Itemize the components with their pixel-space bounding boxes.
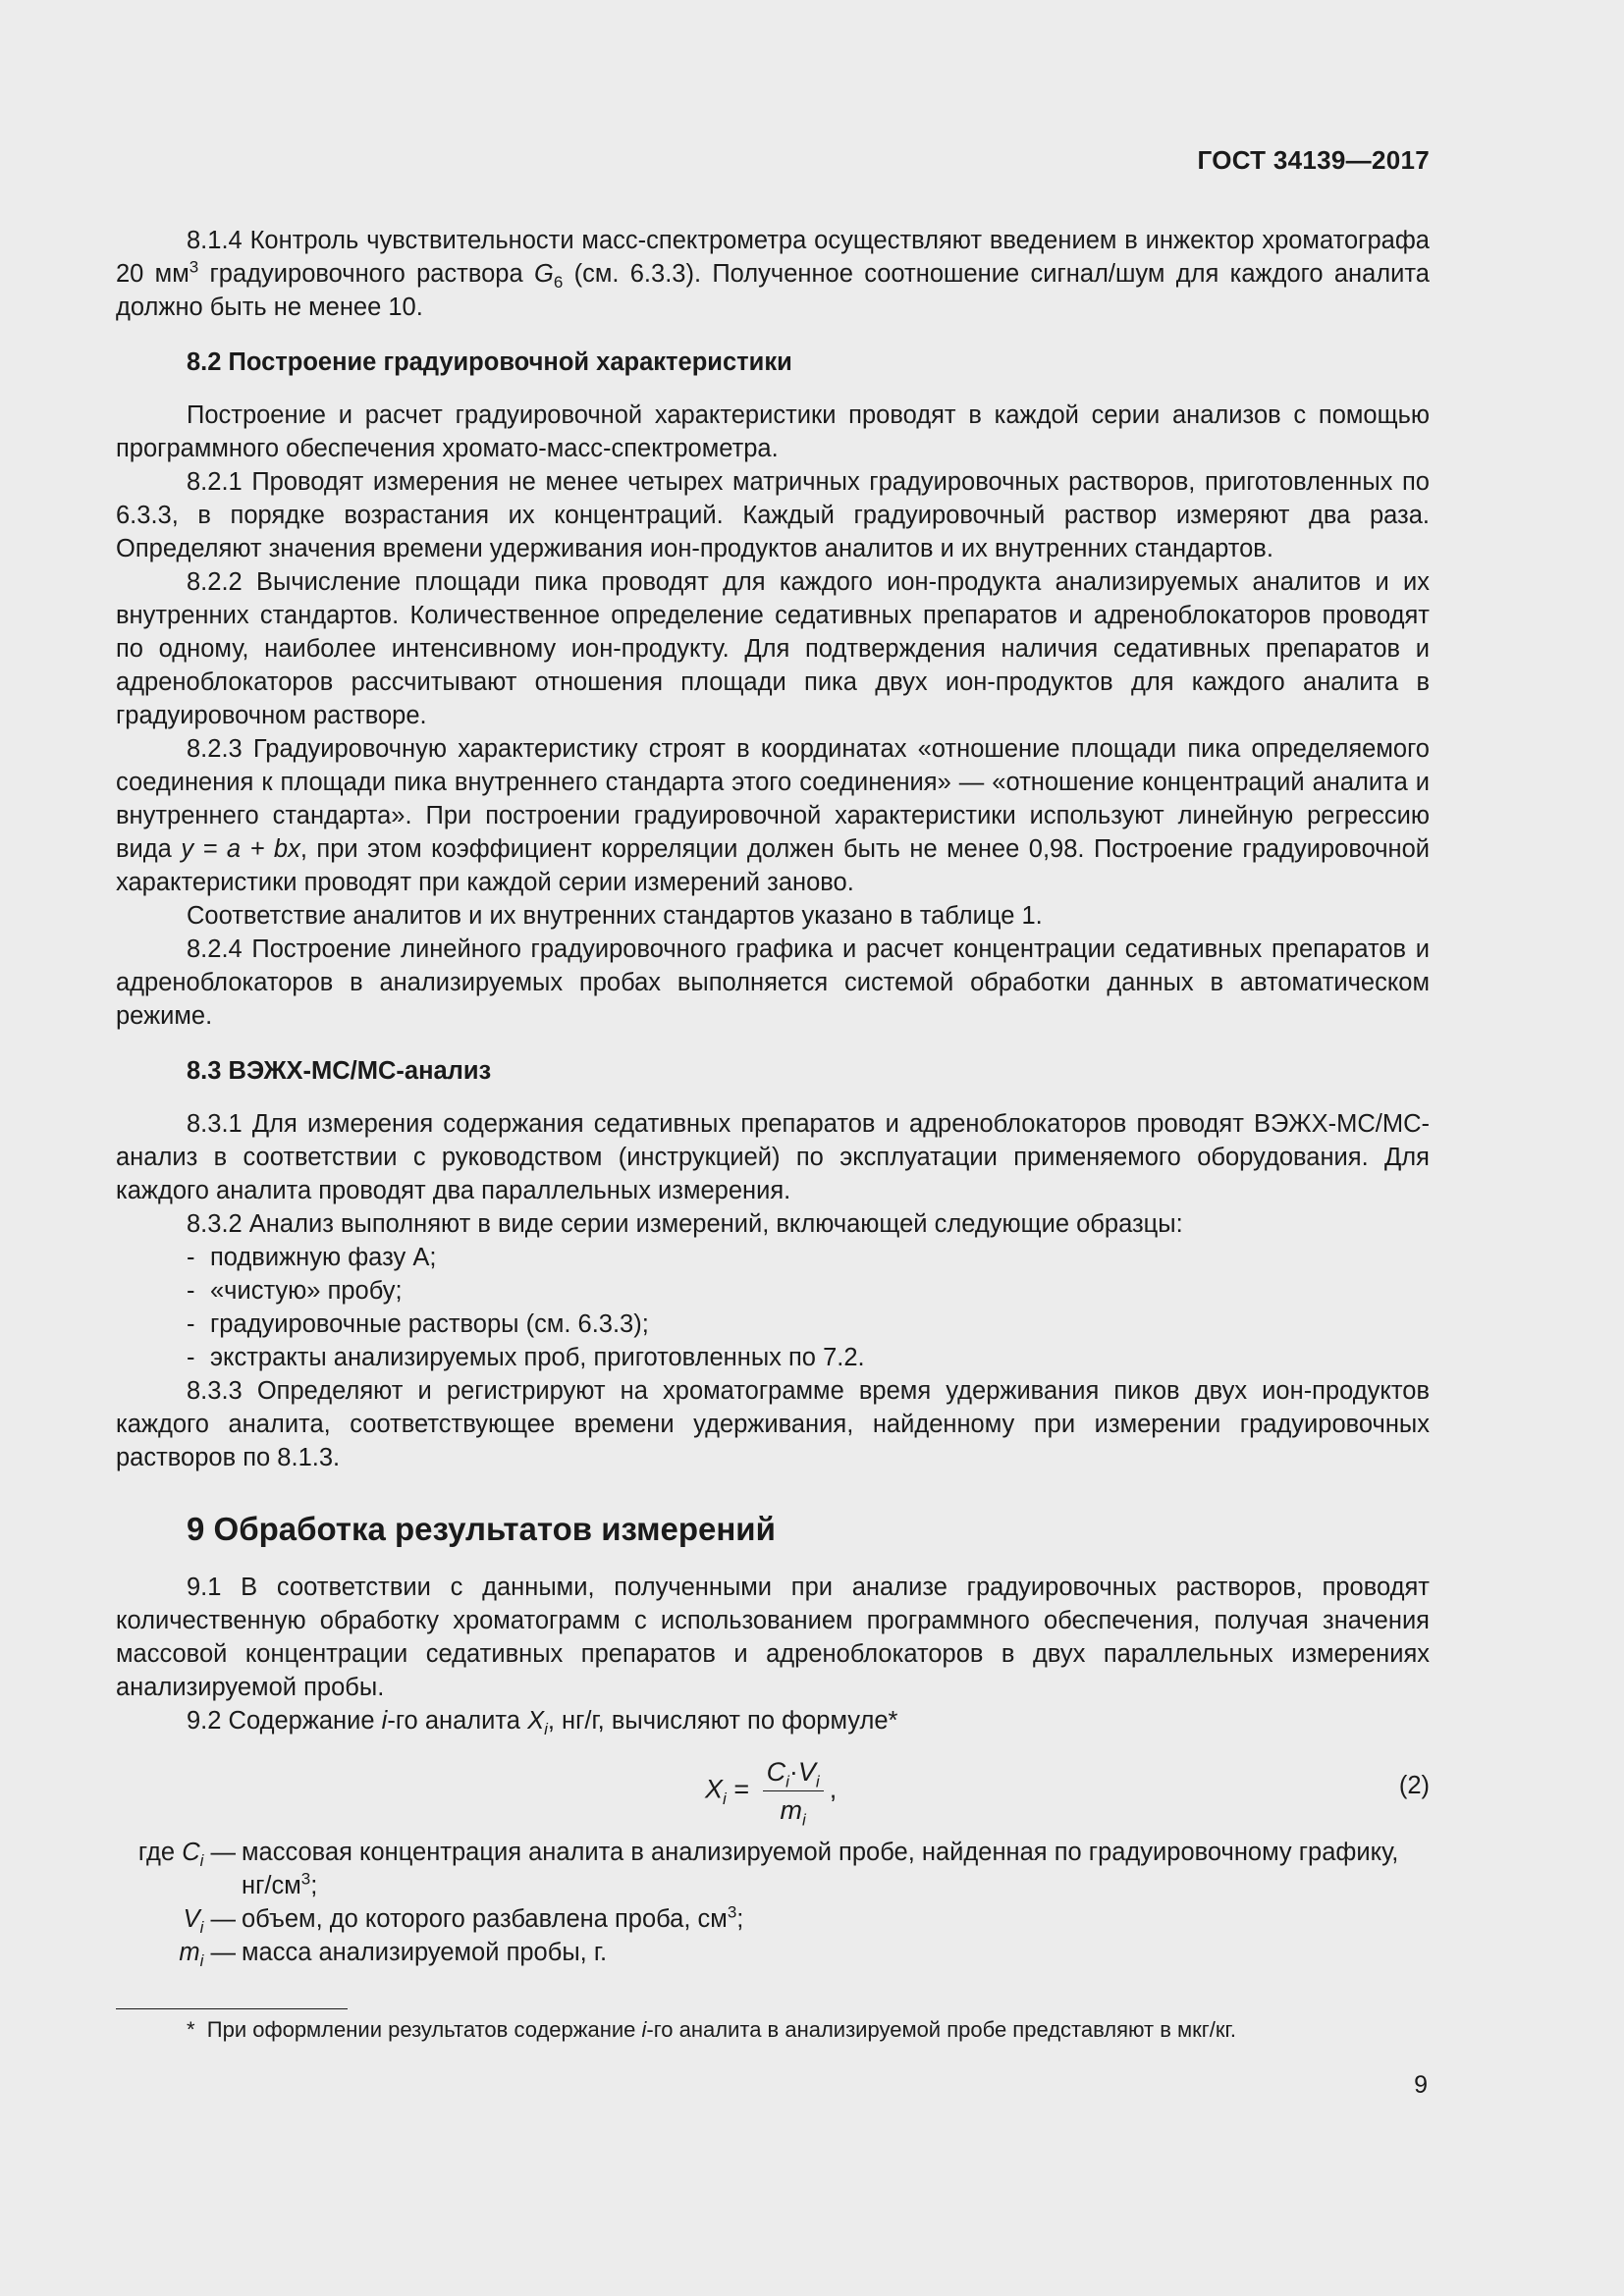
paragraph-8-3-3: 8.3.3 Определяют и регистрируют на хроматограмме время удерживания пиков двух ион-продуктов каждого аналита, соответствующее времени удерживания, найденному при измерении градуировочных растворов по 8.1.3. [116,1377,1430,1471]
page-body [116,224,1430,2045]
paragraph-8-2-4: 8.2.4 Построение линейного градуировочного графика и расчет концентрации седативных препаратов и адреноблокаторов в анализируемых пробах выполняется системой обработки данных в автоматическом режиме. [116,935,1430,1030]
heading-8-2: 8.2 Построение градуировочной характеристики [187,348,792,376]
heading-section-9: 9 Обработка результатов измерений [187,1511,776,1547]
footnote: * При оформлении результатов содержание i-го аналита в анализируемой пробе представляют в мкг/кг. [187,2017,1236,2042]
formula-legend [116,1836,1430,1969]
formula-fraction: $\frac{C_i\cdot V_i}{m_i}$ [763,1755,824,1827]
legend-row: $V_i$ — объем, до которого разбавлена проба, $см^3$; [183,1902,744,1938]
formula-expression: $X_i$ = $\frac{C_i\cdot V_i}{m_i}$ , [705,1757,838,1830]
list-item: - «чистую» пробу; [187,1277,403,1305]
paragraph-8-2-1: 8.2.1 Проводят измерения не менее четырех матричных градуировочных растворов, приготовленных по 6.3.3, в порядке возрастания их концентраций. Каждый градуировочный раствор измеряют два раза. Определяют значения времени удерживания ион-продуктов аналитов и их внутренних стандартов. [116,468,1430,562]
document-code: ГОСТ 34139—2017 [1197,145,1430,175]
paragraph-8-3-2: 8.3.2 Анализ выполняют в виде серии измерений, включающей следующие образцы: [187,1210,1183,1238]
formula-2 [116,1741,1430,1832]
legend-row: где $C_i$ — массовая концентрация аналита в анализируемой пробе, найденная по градуировочному графику, $нг/см^3$; [137,1839,1399,1899]
paragraph-8-3-1: 8.3.1 Для измерения содержания седативных препаратов и адреноблокаторов проводят ВЭЖХ-МС/МС-анализ в соответствии с руководством (инструкцией) по эксплуатации применяемого оборудования. Для каждого аналита проводят два параллельных измерения. [116,1110,1430,1204]
formula-number: (2) [1398,1772,1430,1799]
list-item: - подвижную фазу А; [187,1244,437,1271]
list-item: - экстракты анализируемых проб, приготовленных по 7.2. [187,1344,865,1371]
footnote-divider [116,2008,348,2009]
paragraph-9-2: 9.2 Содержание i-го аналита $X_i$, нг/г, вычисляют по формуле* [187,1707,898,1739]
paragraph-9-1: 9.1 В соответствии с данными, полученными при анализе градуировочных растворов, проводят количественную обработку хроматограмм с использованием программного обеспечения, получая значения массовой концентрации седативных препаратов и адреноблокаторов в двух параллельных измерениях анализируемой пробы. [116,1574,1430,1701]
list-item: - градуировочные растворы (см. 6.3.3); [187,1310,649,1338]
legend-row: $m_i$ — масса анализируемой пробы, г. [179,1939,608,1971]
page-number: 9 [1414,2071,1428,2099]
paragraph-8-2-3: 8.2.3 Градуировочную характеристику строят в координатах «отношение площади пика определяемого соединения к площади пика внутреннего стандарта этого соединения» — «отношение концентраций аналита и внутреннего стандарта». При построении градуировочной характеристики используют линейную регрессию вида y = a + bx, при этом коэффициент корреляции должен быть не менее 0,98. Построение градуировочной характеристики проводят при каждой серии измерений заново. [116,735,1430,896]
paragraph-8-2-intro: Построение и расчет градуировочной характеристики проводят в каждой серии анализов с помощью программного обеспечения хромато-масс-спектрометра. [116,401,1430,462]
paragraph-8-1-4: 8.1.4 Контроль чувствительности масс-спектрометра осуществляют введением в инжектор хроматографа 20 $мм^3$ градуировочного раствора $G_6$ (см. 6.3.3). Полученное соотношение сигнал/шум для каждого аналита должно быть не менее 10. [116,227,1430,321]
paragraph-table-reference: Соответствие аналитов и их внутренних стандартов указано в таблице 1. [187,902,1043,930]
paragraph-8-2-2: 8.2.2 Вычисление площади пика проводят для каждого ион-продукта анализируемых аналитов и их внутренних стандартов. Количественное определение седативных препаратов и адреноблокаторов проводят по одному, наиболее интенсивному ион-продукту. Для подтверждения наличия седативных препаратов и адреноблокаторов рассчитывают отношения площади пика двух ион-продуктов для каждого аналита в градуировочном растворе. [116,568,1430,729]
heading-8-3: 8.3 ВЭЖХ-МС/МС-анализ [187,1057,492,1085]
